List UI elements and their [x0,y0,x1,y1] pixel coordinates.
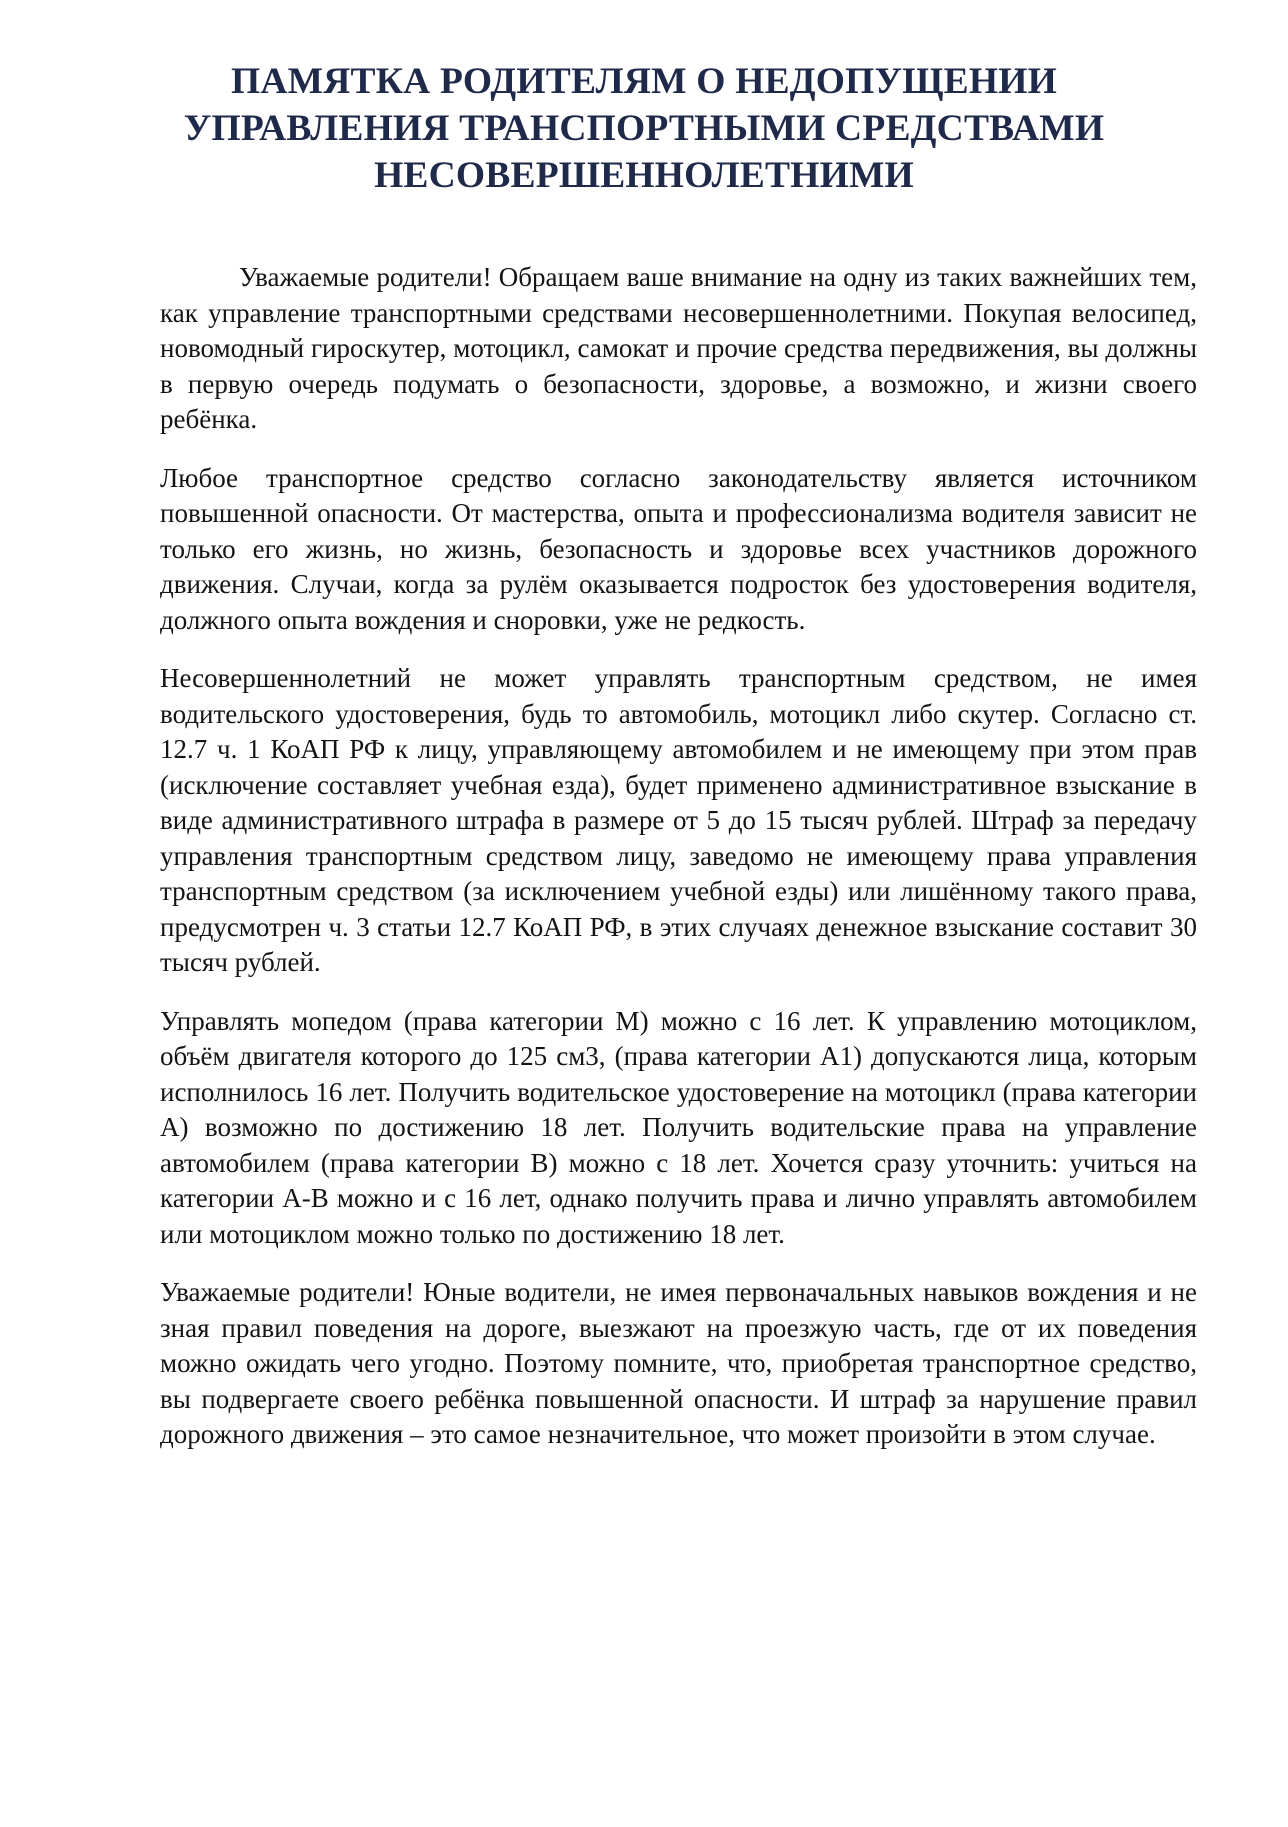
document-title [120,58,1168,199]
document-body [160,260,1197,1476]
paragraph-penalties: Несовершеннолетний не может управлять транспортным средством, не имея водительского удостоверения, будь то автомобиль, мотоцикл либо скутер. Согласно ст. 12.7 ч. 1 КоАП РФ к лицу, управляющему автомобилем и не имеющему при этом прав (исключение составляет учебная езда), будет применено административное взыскание в виде административного штрафа в размере от 5 до 15 тысяч рублей. Штраф за передачу управления транспортным средством лицу, заведомо не имеющему права управления транспортным средством (за исключением учебной езды) или лишённому такого права, предусмотрен ч. 3 статьи 12.7 КоАП РФ, в этих случаях денежное взыскание составит 30 тысяч рублей. [160,663,1197,977]
title-line: ПАМЯТКА РОДИТЕЛЯМ О НЕДОПУЩЕНИИ [231,61,1057,102]
paragraph-intro: Уважаемые родители! Обращаем ваше внимание на одну из таких важнейших тем, как управление транспортными средствами несовершеннолетними. Покупая велосипед, новомодный гироскутер, мотоцикл, самокат и прочие средства передвижения, вы должны в первую очередь подумать о безопасности, здоровье, а возможно, и жизни своего ребёнка. [160,262,1197,434]
paragraph-license-categories: Управлять мопедом (права категории М) можно с 16 лет. К управлению мотоциклом, объём двигателя которого до 125 см3, (права категории А1) допускаются лица, которым исполнилось 16 лет. Получить водительское удостоверение на мотоцикл (права категории А) возможно по достижению 18 лет. Получить водительские права на управление автомобилем (права категории В) можно с 18 лет. Хочется сразу уточнить: учиться на категории А-В можно и с 16 лет, однако получить права и лично управлять автомобилем или мотоциклом можно только по достижению 18 лет. [160,1005,1197,1249]
title-line: НЕСОВЕРШЕННОЛЕТНИМИ [374,155,914,196]
paragraph-warning: Уважаемые родители! Юные водители, не имея первоначальных навыков вождения и не зная правил поведения на дороге, выезжают на проезжую часть, где от их поведения можно ожидать чего угодно. Поэтому помните, что, приобретая транспортное средство, вы подвергаете своего ребёнка повышенной опасности. И штраф за нарушение правил дорожного движения – это самое незначительное, что может произойти в этом случае. [160,1277,1197,1449]
title-line: УПРАВЛЕНИЯ ТРАНСПОРТНЫМИ СРЕДСТВАМИ [183,108,1105,149]
paragraph-danger-source: Любое транспортное средство согласно законодательству является источником повышенной опасности. От мастерства, опыта и профессионализма водителя зависит не только его жизнь, но жизнь, безопасность и здоровье всех участников дорожного движения. Случаи, когда за рулём оказывается подросток без удостоверения водителя, должного опыта вождения и сноровки, уже не редкость. [160,462,1197,635]
